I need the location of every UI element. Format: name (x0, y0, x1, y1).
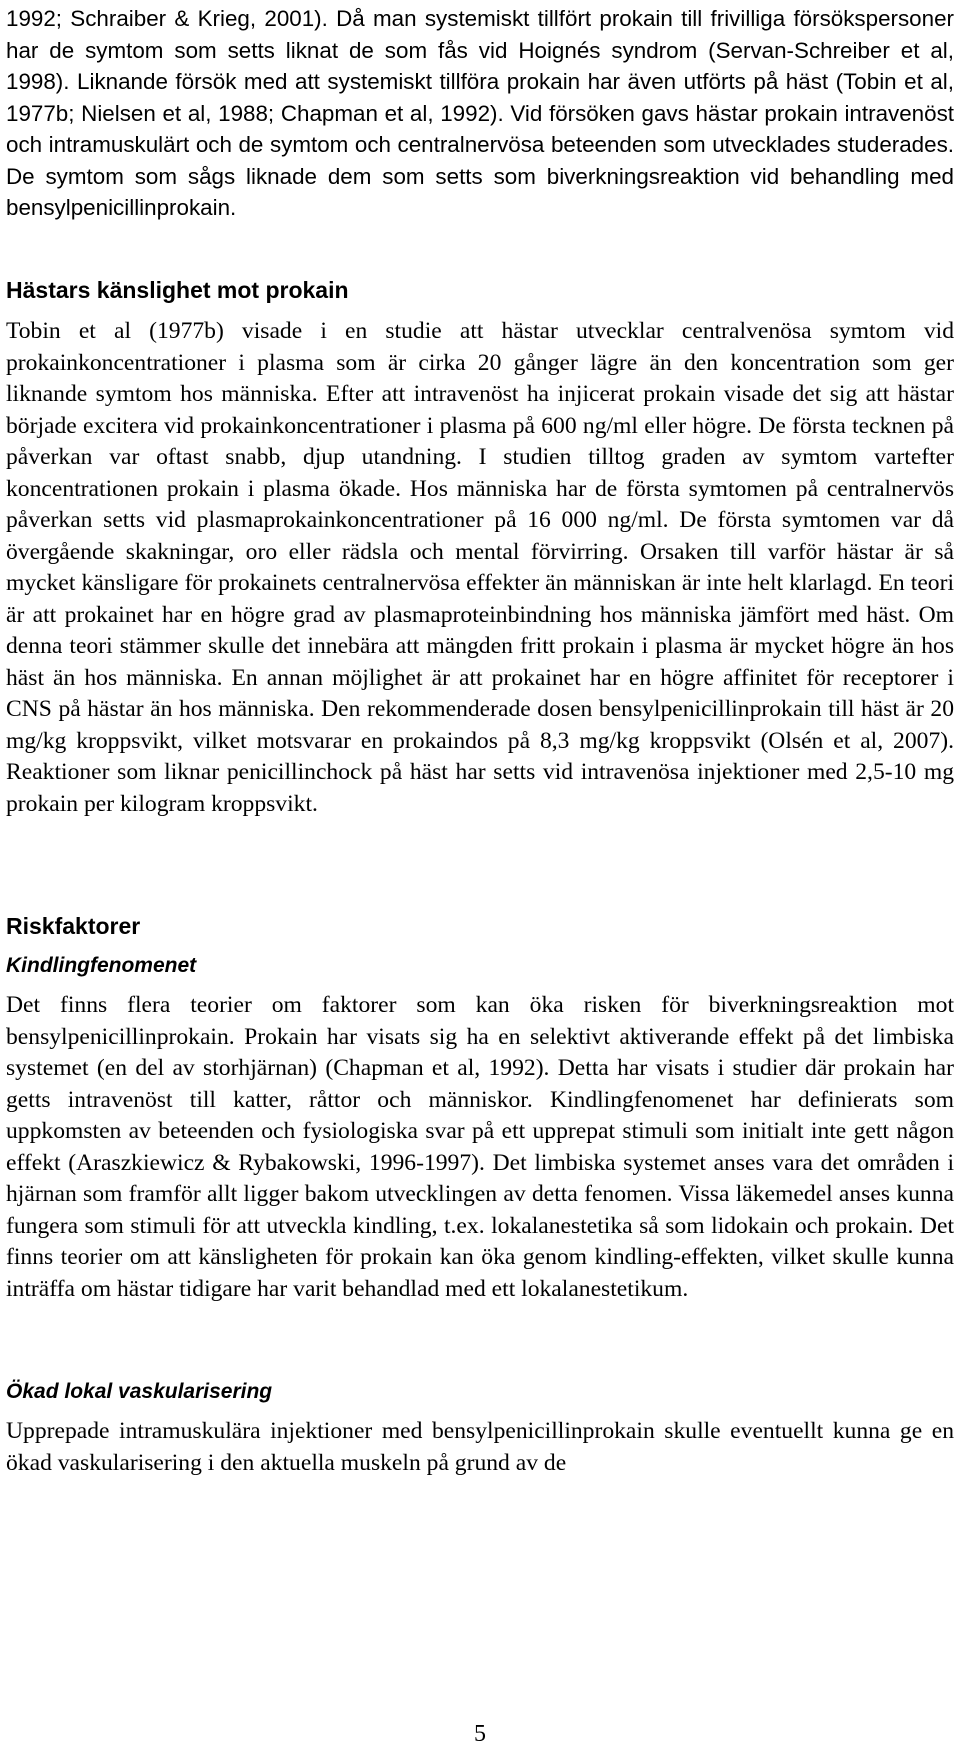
paragraph-vascularization: Upprepade intramuskulära injektioner med bensylpenicillinprokain skulle eventuellt kunna ge en ökad vaskularisering i den aktuella muskeln på grund av de (6, 1418, 954, 1476)
subheading-kindling: Kindlingfenomenet (6, 954, 197, 977)
paragraph-sensitivity: Tobin et al (1977b) visade i en studie att hästar utvecklar centralvenösa symtom vid prokainkoncentrationer i plasma som är cirka 20 gånger lägre än den koncentration som ger liknande symtom hos människa. Efter att intravenöst ha injicerat prokain visade det sig att hästar började excitera vid prokainkoncentrationer i plasma på 600 ng/ml eller högre. De första tecknen på påverkan var oftast snabb, djup utandning. I studien tilltog graden av symtom vartefter koncentrationen prokain i plasma ökade. Hos människa har de första symtomen på centralnervös påverkan setts vid plasmaprokainkoncentrationer på 16 000 ng/ml. De första symtomen var då övergående skakningar, oro eller rädsla och mental förvirring. Orsaken till varför hästar är så mycket känsligare för prokainets centralnervösa effekter än människan är inte helt klarlagd. En teori är att prokainet har en högre grad av plasmaproteinbindning hos människa jämfört med häst. Om denna teori stämmer skulle det innebära att mängden fritt prokain i plasma är mycket högre än hos häst än hos människa. En annan möjlighet är att prokainet har en högre affinitet för receptorer i CNS på hästar än hos människa. Den rekommenderade dosen bensylpenicillinprokain till häst är 20 mg/kg kroppsvikt, vilket motsvarar en prokaindos på 8,3 mg/kg kroppsvikt (Olsén et al, 2007). Reaktioner som liknar penicillinchock på häst har setts vid intravenösa injektioner med 2,5-10 mg prokain per kilogram kroppsvikt. (6, 318, 954, 817)
paragraph-symptoms-intro: 1992; Schraiber & Krieg, 2001). Då man systemiskt tillfört prokain till frivilliga försökspersoner har de symtom som setts liknat de som fås vid Hoignés syndrom (Servan-Schreiber et al, 1998). Liknande försök med att systemiskt tillföra prokain har även utförts på häst (Tobin et al, 1977b; Nielsen et al, 1988; Chapman et al, 1992). Vid försöken gavs hästar prokain intravenöst och intramuskulärt och de symtom och centralnervösa beteenden som utvecklades studerades. De symtom som sågs liknade dem som setts som biverkningsreaktion vid behandling med bensylpenicillinprokain. (6, 6, 954, 220)
page-number: 5 (474, 1721, 486, 1747)
heading-risk-factors: Riskfaktorer (6, 913, 141, 939)
heading-sensitivity: Hästars känslighet mot prokain (6, 277, 349, 303)
subheading-vascularization: Ökad lokal vaskularisering (6, 1380, 273, 1403)
paragraph-kindling: Det finns flera teorier om faktorer som kan öka risken för biverkningsreaktion mot bensylpenicillinprokain. Prokain har visats sig ha en selektivt aktiverande effekt på det limbiska systemet (en del av storhjärnan) (Chapman et al, 1992). Detta har visats i studier där prokain har getts intravenöst till katter, råttor och människor. Kindlingfenomenet har definierats som uppkomsten av beteenden och fysiologiska svar på ett upprepat stimuli som initialt inte gett någon effekt (Araszkiewicz & Rybakowski, 1996-1997). Det limbiska systemet anses vara det områden i hjärnan som framför allt ligger bakom utvecklingen av detta fenomen. Vissa läkemedel anses kunna fungera som stimuli för att utveckla kindling, t.ex. lokalanestetika så som lidokain och prokain. Det finns teorier om att känsligheten för prokain kan öka genom kindling-effekten, vilket skulle kunna inträffa om hästar tidigare har varit behandlad med ett lokalanestetikum. (6, 992, 954, 1302)
